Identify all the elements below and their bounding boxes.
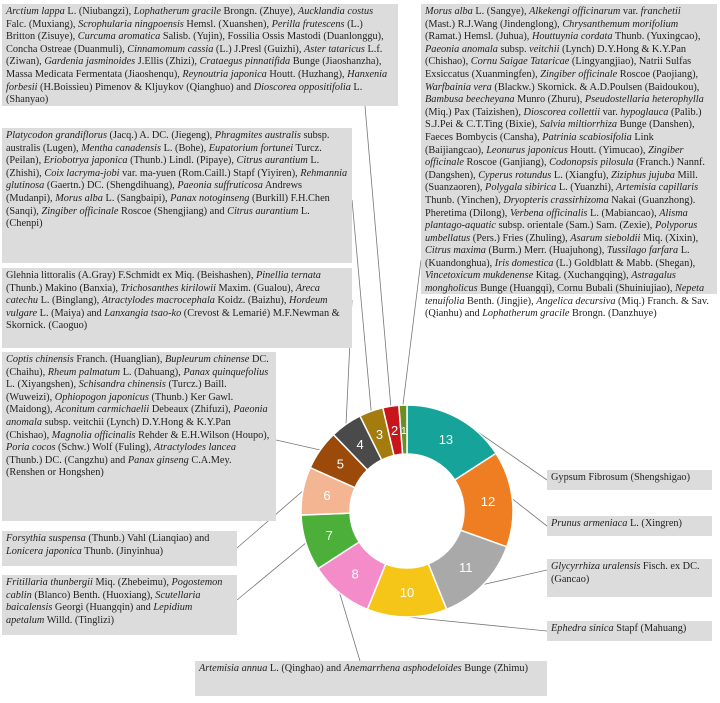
label-text: Panax notoginseng	[170, 192, 250, 204]
label-text: L. (Chenpi)	[6, 205, 310, 230]
label-text: Debeaux (Zhifuzi),	[149, 404, 234, 416]
label-text: Phragmites australis	[214, 130, 301, 141]
label-text: Cyperus rotundus	[478, 169, 552, 181]
label-text: L. (Mabiancao),	[587, 207, 660, 219]
label-text: Link (Baijiangcao),	[425, 131, 654, 156]
label-text: Alkekengi officinarum	[529, 6, 621, 17]
label-text: Nepeta tenuifolia	[425, 283, 705, 307]
label-text: Thunb. (Jinyinhua)	[81, 545, 164, 557]
label-text: Artemisia annua	[199, 663, 268, 674]
label-text: Iris domestica	[494, 257, 554, 269]
label-text: subsp.	[497, 43, 530, 55]
leader-line-7	[237, 543, 306, 600]
label-text: Miq. (Zhebeimu),	[92, 577, 172, 588]
label-text: Scrophularia ningpoensis	[78, 18, 184, 30]
label-text: Coix lacryma-jobi	[44, 167, 120, 179]
label-text: Glehnia littoralis (A.Gray) F.Schmidt ex Miq. (Beishashen),	[6, 270, 256, 281]
label-text: Angelica decursiva	[536, 295, 616, 307]
label-text: Trichosanthes kirilowii	[120, 282, 216, 294]
label-text: Gardenia jasminoides	[44, 56, 136, 68]
label-text: Roscoe (Paojiang),	[617, 68, 699, 80]
label-text: subsp. orientale (Sam.) Sam. (Zexie),	[495, 220, 655, 232]
label-text: Brongn. (Danzhuye)	[569, 308, 657, 320]
label-text: Prunus armeniaca	[551, 518, 628, 529]
label-text: Atractylodes macrocephala	[101, 295, 215, 307]
leader-line-5	[276, 440, 320, 450]
label-text: L. (Sangbaipi),	[102, 192, 171, 204]
label-text: Coptis chinensis	[6, 354, 74, 365]
label-text: Roscoe (Ganjiang),	[463, 157, 550, 169]
slice-value-10: 10	[399, 585, 415, 600]
label-text: Platycodon grandiflorus	[6, 130, 107, 141]
label-text: Falc. (Muxiang),	[6, 18, 79, 30]
label-text: L. (Dahuang),	[120, 366, 184, 378]
label-text: Paeonia anomala	[425, 43, 498, 55]
label-text: Curcuma aromatica	[77, 31, 161, 43]
label-text: Zingiber officinale	[425, 144, 684, 169]
label-text: subsp. australis (Lugen),	[6, 130, 330, 154]
label-box-10	[547, 621, 712, 641]
label-text: hypoglauca	[620, 106, 669, 118]
label-text: Asarum sieboldii	[570, 232, 641, 244]
label-text: Houtt. (Huzhang),	[266, 68, 348, 80]
label-text: (Pers.) Fries (Zhuling),	[470, 232, 571, 244]
label-text: Lanxangia tsao-ko	[104, 307, 182, 319]
label-text: (Blanco) Benth. (Huoxiang),	[31, 589, 156, 601]
label-text: (Blackw.) Skornick. & A.D.Poulsen (Baidoukou),	[491, 81, 700, 93]
label-text: Bunge (Zhimu)	[461, 663, 529, 674]
slice-value-7: 7	[325, 528, 333, 544]
label-box-1	[421, 4, 717, 320]
label-text: Forsythia suspensa	[6, 533, 86, 544]
label-text: Polyporus umbellatus	[425, 220, 698, 244]
label-text: var.	[600, 106, 621, 118]
label-text: (Burm.) Merr. (Huajuhong),	[485, 245, 607, 257]
label-text: Citrus aurantium	[227, 205, 299, 217]
label-text: Citrus maxima	[425, 245, 486, 257]
label-text: L. (Xiangfu),	[551, 169, 612, 181]
label-text: Pogostemon cablin	[6, 577, 223, 601]
label-text: Eriobotrya japonica	[43, 155, 128, 167]
label-text: (Franch.) Nannf. (Dangshen),	[425, 157, 705, 181]
label-text: Glycyrrhiza uralensis	[551, 561, 641, 572]
label-text: J.Ellis (Zhizi),	[135, 56, 200, 68]
label-text: (Thunb.) Vahl (Lianqiao) and	[85, 533, 210, 544]
label-text: L. (Bohe),	[161, 142, 209, 154]
label-box-11	[547, 559, 712, 597]
label-text: Leonurus japonicus	[486, 144, 568, 156]
label-text: Fisch. ex DC. (Gancao)	[551, 561, 700, 585]
label-text: Bunge (Danshen), Faeces Bombycis (Cansha),	[425, 119, 695, 143]
label-box-4	[2, 268, 352, 348]
label-text: Willd. (Tinglizi)	[44, 614, 114, 626]
label-text: Bambusa beecheyana	[425, 94, 515, 106]
label-text: Astragalus mongholicus	[425, 270, 676, 295]
slice-value-13: 13	[438, 431, 454, 447]
label-text: (Lynch) D.Y.Hong & K.Y.Pan (Chishao),	[425, 43, 687, 68]
slice-value-8: 8	[351, 566, 359, 582]
label-text: Mentha canadensis	[81, 142, 161, 154]
label-text: L. (Zhishi),	[6, 155, 320, 179]
label-text: Aucklandia costus	[297, 6, 374, 17]
label-text: Turcz. (Peilan),	[6, 142, 322, 167]
label-text: franchetii	[640, 6, 681, 17]
label-text: Aconitum carmichaelii	[55, 404, 150, 416]
leader-line-1	[403, 260, 421, 405]
label-text: Salvia miltiorrhiza	[539, 119, 618, 131]
label-text: Pinellia ternata	[255, 270, 321, 281]
label-text: Nakai (Guanzhong). Pheretima (Dilong),	[425, 194, 696, 219]
leader-line-3	[352, 200, 371, 411]
label-text: Rheum palmatum	[47, 366, 121, 378]
label-text: Bunge (Jiaoshanzha), Massa Medicata Fermentata (Jiaoshenqu),	[6, 56, 382, 80]
label-text: Kitag. (Xuchangqing),	[533, 270, 632, 282]
label-text: var.	[620, 6, 641, 17]
slice-value-6: 6	[323, 487, 331, 503]
label-text: L. (Binglang),	[38, 295, 102, 307]
label-text: Zingiber officinale	[540, 68, 618, 80]
label-text: veitchii	[529, 43, 560, 55]
label-text: Paeonia suffruticosa	[177, 180, 263, 192]
label-text: (Jacq.) A. DC. (Jiegeng),	[106, 130, 215, 141]
label-text: Brongn. (Zhuye),	[220, 6, 298, 17]
label-text: Houttuynia cordata	[531, 31, 613, 43]
leader-line-2	[365, 106, 391, 406]
label-text: Koidz. (Baizhu),	[214, 295, 290, 307]
label-text: Alisma plantago-aquatic	[425, 207, 688, 232]
label-text: Hanxenia forbesii	[6, 68, 388, 93]
label-text: Chrysanthemum morifolium	[562, 18, 679, 30]
label-text: L. (Xingren)	[627, 518, 682, 529]
label-text: (L.) J.Presl (Guizhi),	[213, 43, 305, 55]
label-text: (L.) Britton (Zisuye),	[6, 18, 363, 43]
label-text: Hordeum vulgare	[6, 295, 328, 319]
label-box-3	[2, 128, 352, 263]
label-text: Citrus aurantium	[236, 155, 308, 167]
label-text: Morus alba	[55, 192, 103, 204]
label-text: Franch. (Huanglian),	[73, 354, 166, 365]
label-text: L.f. (Ziwan),	[6, 43, 383, 68]
label-text: L. (Yuanzhi),	[556, 182, 617, 194]
label-text: Poria cocos	[6, 442, 56, 454]
label-text: (Miq.) Franch. & Sav. (Qianhu) and	[425, 295, 709, 320]
label-text: (Ramat.) Hemsl. (Juhua),	[425, 31, 532, 43]
label-text: Dioscorea collettii	[523, 106, 601, 118]
label-text: Georgi (Huangqin) and	[52, 602, 154, 614]
label-text: Paeonia anomala	[6, 404, 268, 428]
label-text: Maxim. (Gualou),	[215, 282, 296, 294]
label-text: L. (Sangye),	[472, 6, 530, 17]
slice-value-5: 5	[336, 456, 344, 472]
label-text: Dryopteris crassirhizoma	[503, 194, 609, 206]
label-text: L. (Qinghao) and	[267, 663, 344, 674]
label-text: (Burkill) F.H.Chen (Sanqi),	[6, 192, 330, 217]
label-text: Fritillaria thunbergii	[6, 577, 93, 588]
label-text: (Thunb.) Makino (Banxia),	[6, 282, 121, 294]
label-text: (Schw.) Wolf (Fuling),	[55, 442, 154, 454]
label-text: Hemsl. (Xuanshen),	[183, 18, 272, 30]
label-text: Verbena officinalis	[509, 207, 588, 219]
label-text: (Thunb.) Ker Gawl. (Maidong),	[6, 391, 234, 416]
label-text: Gypsum Fibrosum (Shengshigao)	[551, 472, 691, 483]
label-text: Atractylodes lancea	[153, 442, 236, 454]
label-text: (Lingyangjiao), Natrii Sulfas Exsiccatus (Xuanmingfen),	[425, 56, 692, 80]
label-text: (L.) Goldblatt & Mabb. (Shegan),	[553, 257, 696, 269]
label-text: Polygala sibirica	[485, 182, 557, 194]
label-text: Eupatorium fortunei	[208, 142, 294, 154]
label-text: L. (Kuandonghua),	[425, 245, 690, 269]
label-text: Lonicera japonica	[6, 545, 82, 557]
label-text: DC. (Chaihu),	[6, 354, 269, 378]
label-text: Magnolia officinalis	[51, 429, 136, 441]
label-text: Miq. (Xixin),	[640, 232, 699, 244]
label-text: Ziziphus jujuba	[611, 169, 675, 181]
label-text: Salisb. (Yujin), Fossilia Ossis Mastodi (Duanlonggu), Concha Ostreae (Duanmuli),	[6, 31, 384, 55]
label-text: Benth. (Jingjie),	[464, 295, 537, 307]
label-text: Stapf (Mahuang)	[613, 623, 687, 634]
label-text: (Turcz.) Baill. (Wuweizi),	[6, 379, 227, 403]
label-text: Munro (Zhuru),	[514, 94, 585, 106]
slice-value-3: 3	[375, 426, 384, 442]
label-text: Schisandra chinensis	[78, 379, 166, 391]
label-text: Crataegus pinnatifida	[199, 56, 291, 68]
label-text: Bupleurum chinense	[165, 354, 250, 365]
label-text: (Palib.) S.J.Pei & C.T.Ting (Bixie),	[425, 106, 702, 131]
label-text: Arctium lappa	[6, 6, 65, 17]
label-text: Ephedra sinica	[551, 623, 614, 634]
label-box-8	[195, 661, 547, 696]
label-text: Cornu Saigae Tataricae	[470, 56, 570, 68]
label-text: Houtt. (Yimucao),	[567, 144, 649, 156]
label-text: Panax quinquefolius	[183, 366, 269, 378]
label-text: Vincetoxicum mukdenense	[425, 270, 534, 282]
label-text: (Mast.) R.J.Wang (Jindenglong),	[425, 18, 563, 30]
label-text: Dioscorea oppositifolia	[253, 81, 351, 93]
label-text: Andrews (Mudanpi),	[6, 180, 303, 204]
label-text: Reynoutria japonica	[182, 68, 267, 80]
slice-value-1: 1	[401, 426, 407, 438]
label-text: (Thunb.) Lindl. (Pipaye),	[127, 155, 237, 167]
label-text: Perilla frutescens	[271, 18, 345, 30]
label-text: Areca catechu	[6, 282, 320, 307]
label-text: Rehder & E.H.Wilson (Houpo),	[135, 429, 270, 441]
label-text: L. (Niubangzi),	[64, 6, 134, 17]
label-text: Thunb. (Yinchen),	[425, 194, 504, 206]
label-text: (Miq.) Pax (Taizishen),	[425, 106, 524, 118]
label-box-13	[547, 470, 712, 490]
label-text: Codonopsis pilosula	[549, 157, 634, 169]
label-text: Bunge (Huangqi), Cornu Bubali (Shuiniujiao),	[477, 283, 675, 295]
label-text: Warfbainia vera	[425, 81, 492, 93]
label-box-2	[2, 4, 398, 106]
label-text: var. ma-yuen (Rom.Caill.) Stapf (Yiyiren),	[119, 167, 301, 179]
label-text: Anemarrhena asphodeloides	[343, 663, 462, 674]
label-text: (H.Boissieu) Pimenov & Kljuykov (Qianghuo) and	[37, 81, 254, 93]
label-text: Mill. (Suanzaoren),	[425, 169, 698, 194]
label-text: L. (Maiya) and	[37, 307, 105, 319]
label-text: (Crevost & Lemarié) M.F.Newman & Skornick. (Caoguo)	[6, 307, 340, 332]
label-text: Zingiber officinale	[41, 205, 119, 217]
label-text: Scutellaria baicalensis	[6, 589, 201, 614]
slice-value-11: 11	[458, 560, 473, 576]
slice-value-12: 12	[480, 494, 496, 510]
label-text: (Thunb.) DC. (Cangzhu) and	[6, 454, 128, 466]
label-box-12	[547, 516, 712, 536]
label-text: Panax ginseng	[127, 454, 189, 466]
label-text: C.A.Mey. (Renshen or Hongshen)	[6, 454, 232, 479]
label-text: Lophatherum gracile	[482, 308, 570, 320]
label-text: Lophatherum gracile	[133, 6, 221, 17]
label-text: Thunb. (Yuxingcao),	[612, 31, 701, 43]
label-text: Lepidium apetalum	[6, 602, 193, 626]
label-text: Morus alba	[425, 6, 473, 17]
slice-value-4: 4	[356, 436, 364, 452]
label-text: Artemisia capillaris	[616, 182, 699, 194]
leader-line-10	[407, 617, 547, 631]
label-text: Patrinia scabiosifolia	[542, 131, 632, 143]
label-text: Tussilago farfara	[606, 245, 679, 257]
label-text: Ophiopogon japonicus	[54, 391, 149, 403]
label-text: Cinnamomum cassia	[127, 43, 214, 55]
label-text: (Gaertn.) DC. (Shengdihuang),	[44, 180, 178, 192]
label-text: Pseudostellaria heterophylla	[584, 94, 704, 106]
label-text: Rehmannia glutinosa	[6, 167, 348, 192]
label-box-5	[2, 352, 276, 521]
label-box-7	[2, 575, 237, 635]
slice-value-2: 2	[390, 422, 399, 438]
leader-line-12	[512, 499, 547, 526]
label-text: subsp. veitchii (Lynch) D.Y.Hong & K.Y.Pan (Chishao),	[6, 416, 231, 441]
label-text: Aster tataricus	[304, 43, 365, 55]
label-text: L. (Shanyao)	[6, 81, 363, 106]
label-text: L. (Xiyangshen),	[6, 379, 79, 391]
label-box-6	[2, 531, 237, 566]
label-text: Roscoe (Shengjiang) and	[118, 205, 228, 217]
